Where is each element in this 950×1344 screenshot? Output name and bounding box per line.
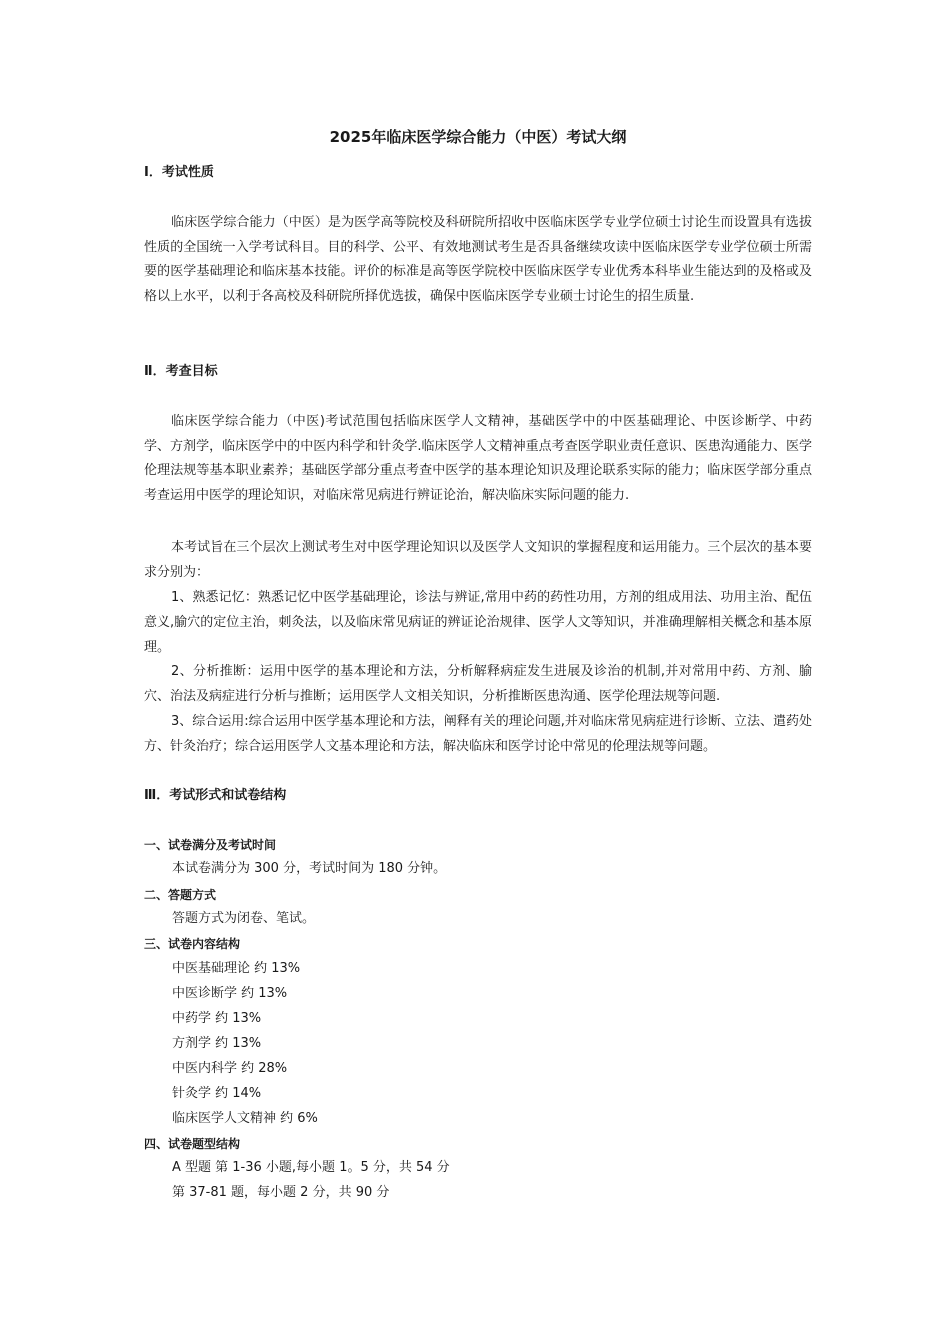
section-2-paragraph-2: 本考试旨在三个层次上测试考生对中医学理论知识以及医学人文知识的掌握程度和运用能力。三个层次的基本要求分别为：: [144, 540, 812, 580]
content-item: 中医基础理论 约 13%: [172, 961, 301, 976]
part-2-heading: 二、答题方式: [144, 888, 217, 902]
section-3-heading: Ⅲ．考试形式和试卷结构: [144, 788, 287, 803]
section-1-paragraph: 临床医学综合能力（中医）是为医学高等院校及科研院所招收中医临床医学专业学位硕士讨论生而设置具有选拔性质的全国统一入学考试科目。目的科学、公平、有效地测试考生是否具备继续攻读中医临床医学专业学位硕士所需要的医学基础理论和临床基本技能。评价的标准是高等医学院校中医临床医学专业优秀本科毕业生能达到的及格或及格以上水平，以利于各高校及科研院所择优选拔，确保中医临床医学专业硕士讨论生的招生质量.: [144, 215, 812, 304]
part-1-heading: 一、试卷满分及考试时间: [144, 838, 277, 852]
part-1-text: 本试卷满分为 300 分，考试时间为 180 分钟。: [172, 861, 447, 876]
content-item: 中医内科学 约 28%: [172, 1061, 288, 1076]
section-2-paragraph-1: 临床医学综合能力（中医)考试范围包括临床医学人文精神，基础医学中的中医基础理论、中医诊断学、中药学、方剂学，临床医学中的中医内科学和针灸学.临床医学人文精神重点考查医学职业责任意识、医患沟通能力、医学伦理法规等基本职业素养；基础医学部分重点考查中医学的基本理论知识及理论联系实际的能力；临床医学部分重点考查运用中医学的理论知识，对临床常见病进行辨证论治，解决临床实际问题的能力.: [144, 414, 812, 503]
part-4-heading: 四、试卷题型结构: [144, 1137, 241, 1151]
content-item: 针灸学 约 14%: [172, 1086, 262, 1101]
section-2-item-1: 1、熟悉记忆：熟悉记忆中医学基础理论，诊法与辨证,常用中药的药性功用，方剂的组成用法、功用主治、配伍意义,腧穴的定位主治，刺灸法，以及临床常见病证的辨证论治规律、医学人文等知识，并准确理解相关概念和基本原理。: [144, 590, 812, 655]
content-item: 中医诊断学 约 13%: [172, 986, 288, 1001]
part-3-heading: 三、试卷内容结构: [144, 937, 241, 951]
question-type-item: 第 37-81 题，每小题 2 分，共 90 分: [172, 1185, 390, 1200]
section-1-heading: Ⅰ．考试性质: [144, 165, 214, 180]
content-item: 临床医学人文精神 约 6%: [172, 1111, 318, 1126]
content-item: 方剂学 约 13%: [172, 1036, 262, 1051]
question-type-item: A 型题 第 1-36 小题,每小题 1。5 分，共 54 分: [172, 1160, 450, 1175]
section-2-item-3: 3、综合运用:综合运用中医学基本理论和方法，阐释有关的理论问题,并对临床常见病症进行诊断、立法、遣药处方、针灸治疗；综合运用医学人文基本理论和方法，解决临床和医学讨论中常见的伦理法规等问题。: [144, 714, 812, 754]
section-2-item-2: 2、分析推断：运用中医学的基本理论和方法，分析解释病症发生进展及诊治的机制,并对常用中药、方剂、腧穴、治法及病症进行分析与推断；运用医学人文相关知识，分析推断医患沟通、医学伦理法规等问题.: [144, 664, 812, 704]
part-2-text: 答题方式为闭卷、笔试。: [172, 911, 316, 926]
section-2-heading: Ⅱ．考查目标: [144, 364, 218, 379]
content-item: 中药学 约 13%: [172, 1011, 262, 1026]
document-title: 2025年临床医学综合能力（中医）考试大纲: [329, 128, 627, 146]
